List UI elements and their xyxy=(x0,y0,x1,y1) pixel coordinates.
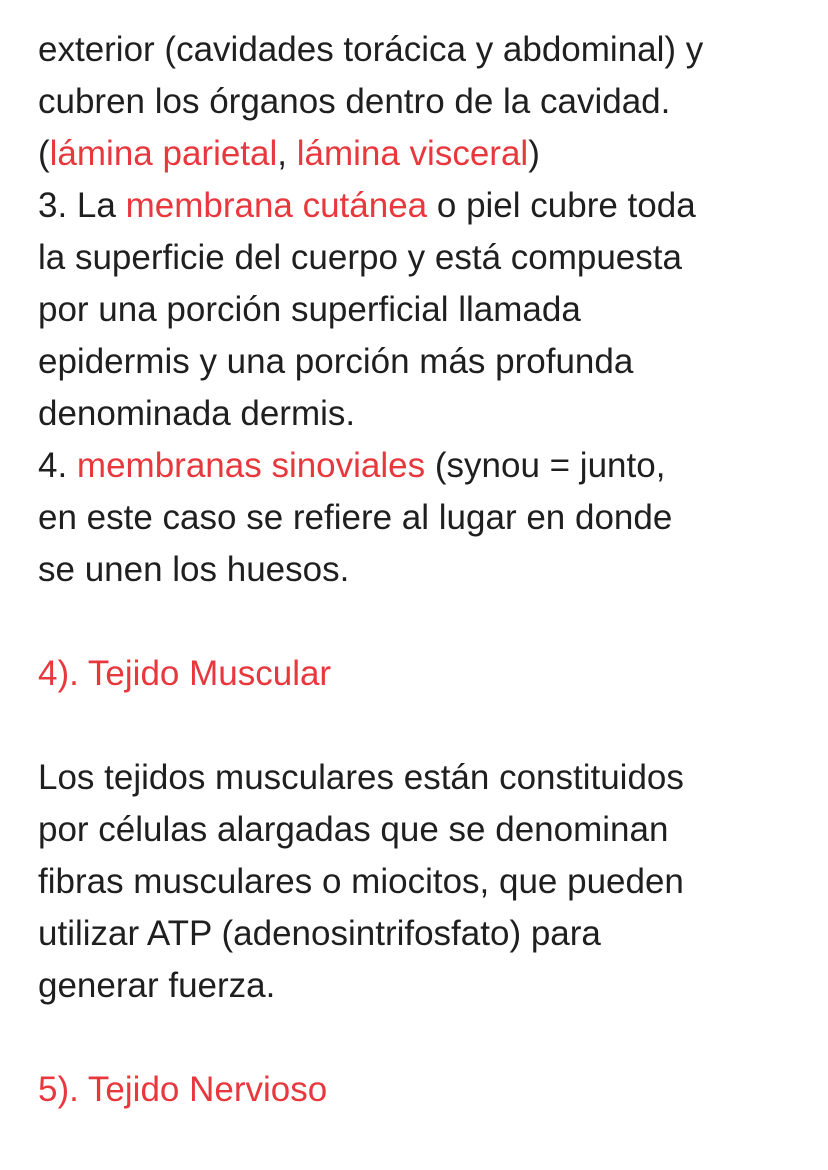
text-line: exterior (cavidades torácica y abdominal) y xyxy=(38,30,704,69)
paragraph-line: por células alargadas que se denominan xyxy=(38,810,669,849)
text-fragment: (synou = junto, xyxy=(425,446,666,485)
text-fragment: 3. La xyxy=(38,186,126,225)
text-line: en este caso se refiere al lugar en donde xyxy=(38,498,673,537)
highlight-term-membrana-cutanea: membrana cutánea xyxy=(125,186,428,225)
section-heading-tejido-muscular: 4). Tejido Muscular xyxy=(38,654,332,693)
spacer xyxy=(38,596,818,648)
text-line: por una porción superficial llamada xyxy=(38,290,581,329)
section-heading-tejido-nervioso: 5). Tejido Nervioso xyxy=(38,1070,328,1109)
text-fragment: ( xyxy=(38,134,50,173)
spacer xyxy=(38,1012,818,1064)
text-line xyxy=(38,128,818,180)
paragraph-line: utilizar ATP (adenosintrifosfato) para xyxy=(38,914,601,953)
paragraph-line: Los tejidos musculares están constituidos xyxy=(38,758,684,797)
text-fragment: o piel cubre toda xyxy=(427,186,696,225)
text-line: denominada dermis. xyxy=(38,394,356,433)
text-line: epidermis y una porción más profunda xyxy=(38,342,634,381)
spacer xyxy=(38,700,818,752)
paragraph-line: fibras musculares o miocitos, que pueden xyxy=(38,862,684,901)
highlight-term-membranas-sinoviales: membranas sinoviales xyxy=(76,446,426,485)
text-line: se unen los huesos. xyxy=(38,550,350,589)
text-line xyxy=(38,440,818,492)
text-line: la superficie del cuerpo y está compuesta xyxy=(38,238,682,277)
text-line: cubren los órganos dentro de la cavidad. xyxy=(38,82,671,121)
document-body xyxy=(38,24,818,1116)
paragraph-line: generar fuerza. xyxy=(38,966,276,1005)
text-fragment: , xyxy=(277,134,297,173)
text-fragment: ) xyxy=(528,134,540,173)
text-line xyxy=(38,180,818,232)
highlight-term-lamina-visceral: lámina visceral xyxy=(296,134,529,173)
highlight-term-lamina-parietal: lámina parietal xyxy=(49,134,278,173)
text-fragment: 4. xyxy=(38,446,77,485)
